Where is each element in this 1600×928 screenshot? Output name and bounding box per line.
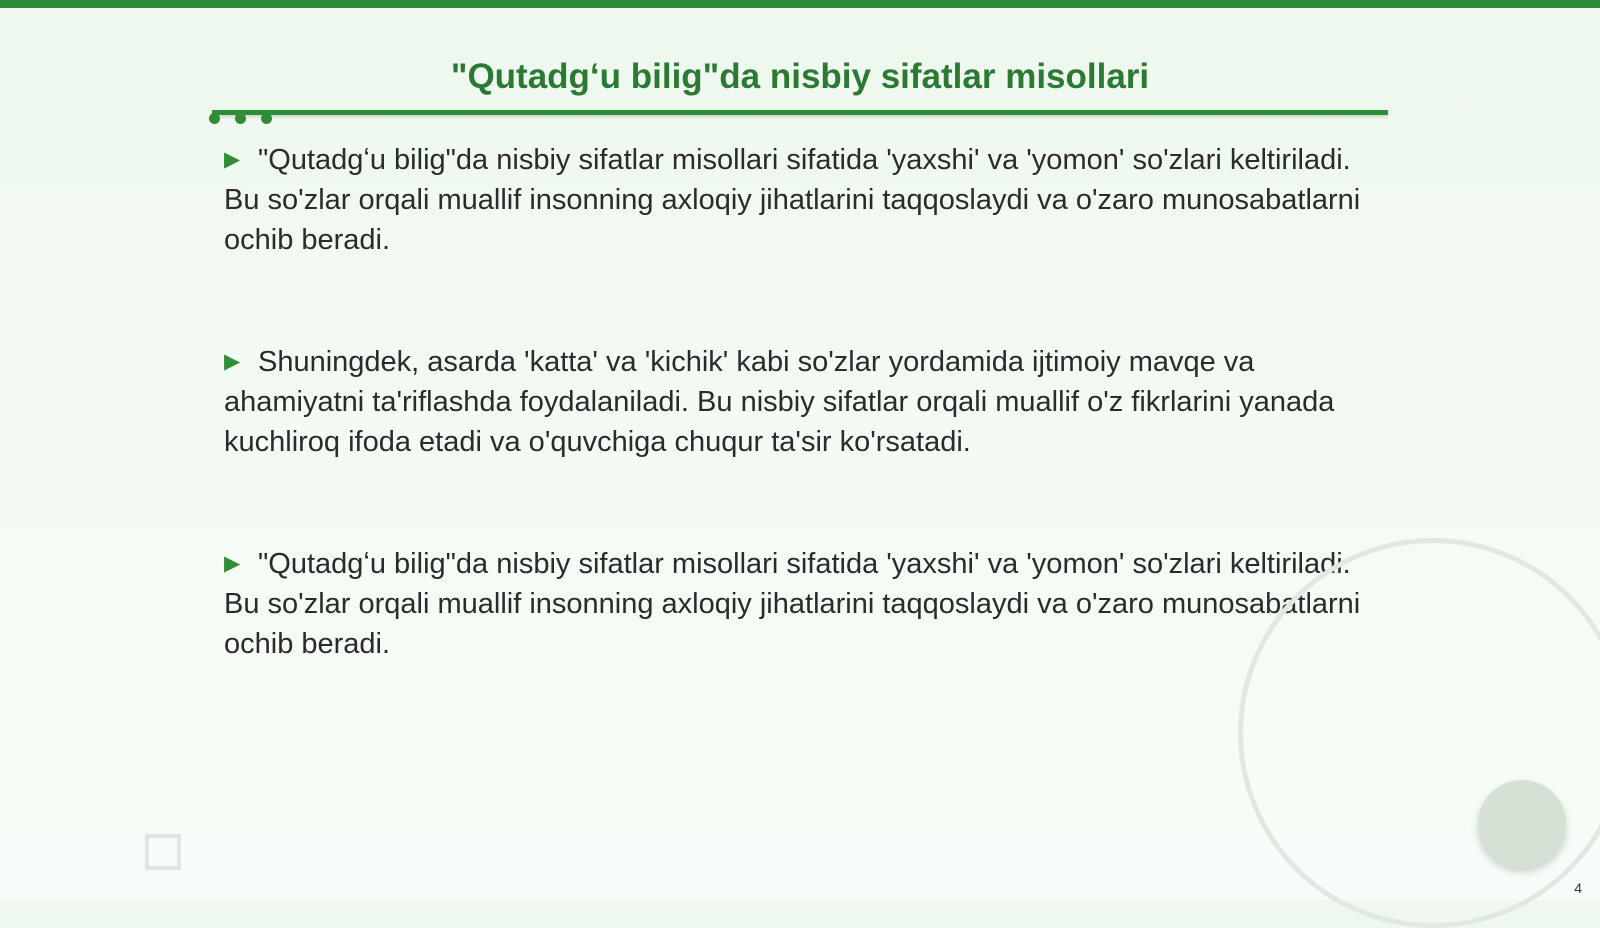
top-accent-bar — [0, 0, 1600, 8]
bullet-text: "Qutadgʻu bilig"da nisbiy sifatlar misollari sifatida 'yaxshi' va 'yomon' so'zlari keltiriladi. Bu so'zlar orqali muallif insonning axloqiy jihatlarini taqqoslaydi va o'zaro munosabatlarni ochib beradi. — [224, 144, 1361, 256]
slide-title: "Qutadgʻu bilig"da nisbiy sifatlar misollari — [450, 57, 1150, 96]
bullet-list — [224, 140, 1364, 664]
bullet-item — [224, 544, 1364, 664]
decorative-dot — [209, 113, 220, 124]
bullet-item — [224, 342, 1364, 462]
page-number: 4 — [1574, 880, 1582, 896]
decorative-ring — [1238, 538, 1600, 928]
decorative-square — [145, 834, 181, 870]
title-underline — [212, 110, 1388, 115]
decorative-circle — [1478, 780, 1566, 868]
bullet-arrow-icon: ▶ — [224, 552, 241, 575]
bullet-arrow-icon: ▶ — [224, 350, 241, 373]
decorative-dot — [235, 113, 246, 124]
bullet-text: Shuningdek, asarda 'katta' va 'kichik' kabi so'zlar yordamida ijtimoiy mavqe va ahamiyatni ta'riflashda foydalaniladi. Bu nisbiy sifatlar orqali muallif o'z fikrlarini yanada kuchliroq ifoda etadi va o'quvchiga chuqur ta'sir ko'rsatadi. — [224, 346, 1335, 458]
bullet-arrow-icon: ▶ — [224, 148, 241, 171]
bullet-item — [224, 140, 1364, 260]
bullet-text: "Qutadgʻu bilig"da nisbiy sifatlar misollari sifatida 'yaxshi' va 'yomon' so'zlari keltiriladi. Bu so'zlar orqali muallif insonning axloqiy jihatlarini taqqoslaydi va o'zaro munosabatlarni ochib beradi. — [224, 548, 1361, 660]
decorative-dot — [261, 113, 272, 124]
